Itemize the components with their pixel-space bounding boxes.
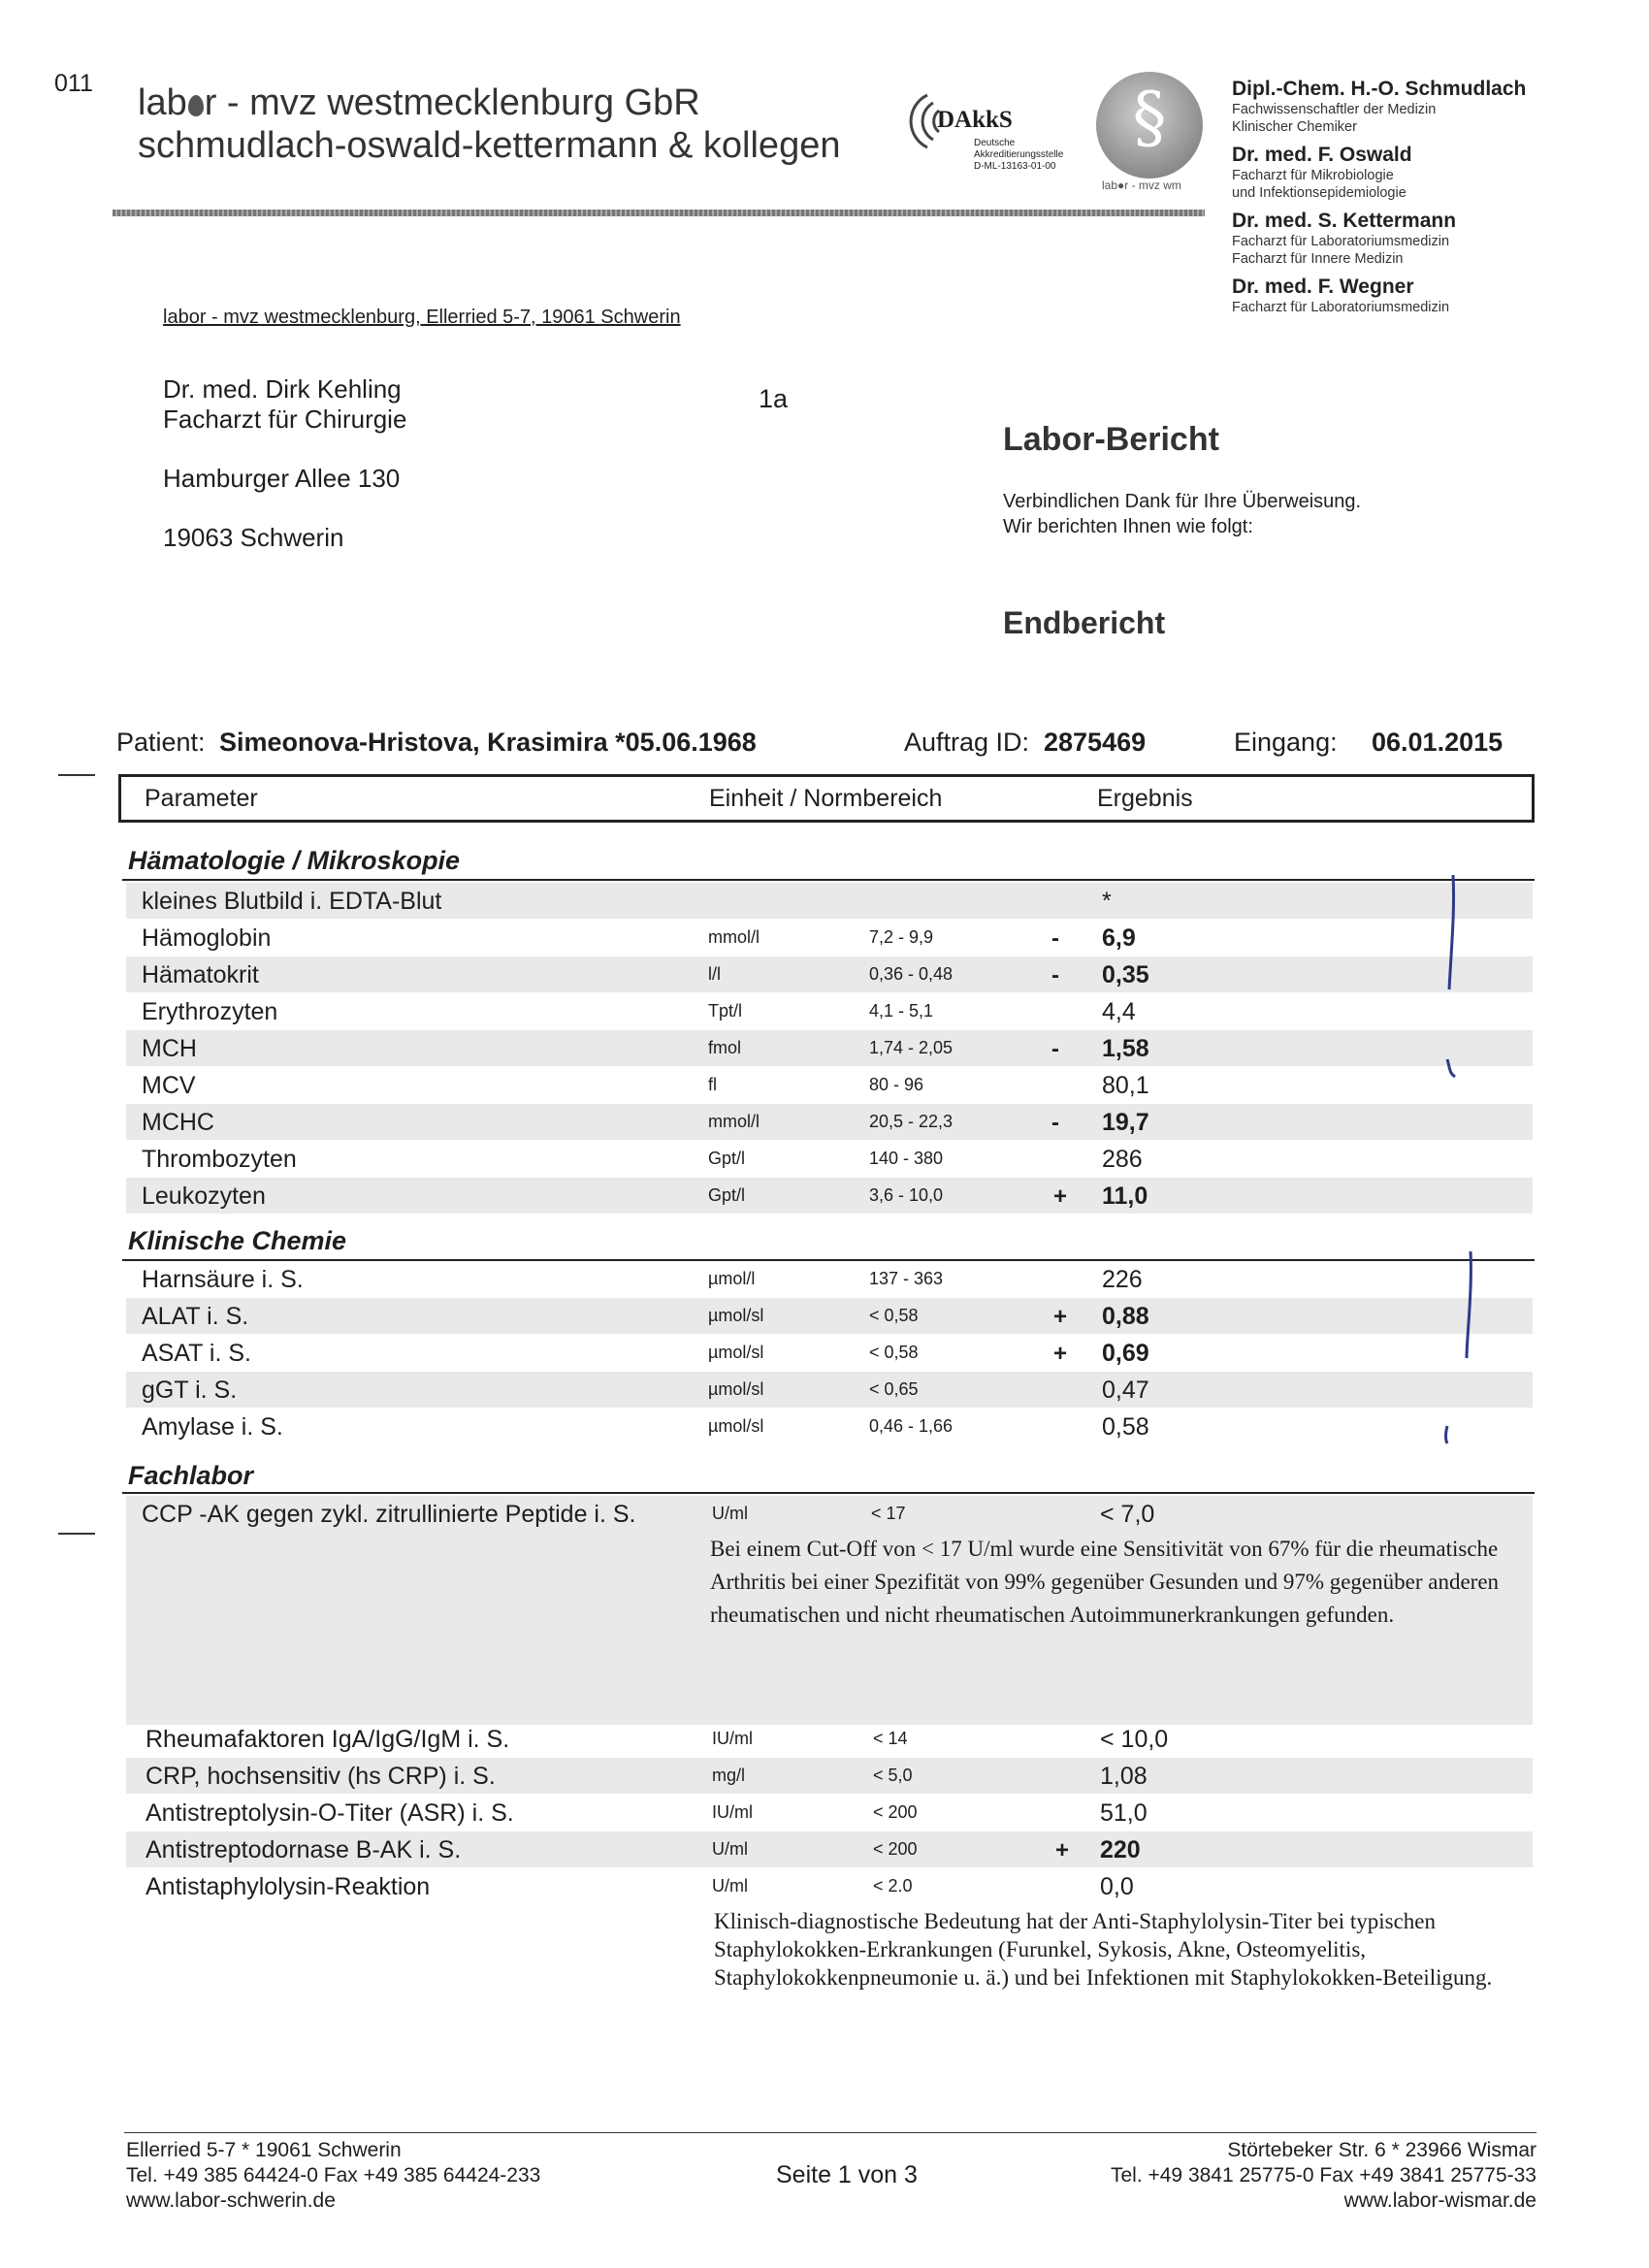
intro-line: Verbindlichen Dank für Ihre Überweisung. <box>1003 491 1362 512</box>
doctor-title: Klinischer Chemiker <box>1232 119 1357 135</box>
row-result: 220 <box>1100 1836 1141 1863</box>
doctor-title: Fachwissenschaftler der Medizin <box>1232 102 1437 117</box>
margin-mark <box>58 774 95 776</box>
row-unit: fl <box>708 1075 717 1094</box>
footer-phone: Tel. +49 3841 25775-0 Fax +49 3841 25775-33 <box>1110 2164 1536 2187</box>
col-unit-range: Einheit / Normbereich <box>709 785 943 812</box>
recipient-city: 19063 Schwerin <box>163 523 344 552</box>
row-parameter: Amylase i. S. <box>142 1413 283 1441</box>
lab-name-line2: schmudlach-oswald-kettermann & kollegen <box>138 125 841 166</box>
row-result: 226 <box>1102 1266 1143 1293</box>
row-unit: µmol/sl <box>708 1343 764 1362</box>
page-mark: 011 <box>54 70 93 97</box>
row-parameter: Leukozyten <box>142 1183 266 1210</box>
lab-name <box>138 81 840 167</box>
row-unit: IU/ml <box>712 1729 753 1748</box>
intro-line: Wir berichten Ihnen wie folgt: <box>1003 516 1253 537</box>
row-parameter: ASAT i. S. <box>142 1340 252 1367</box>
row-result: 6,9 <box>1102 924 1136 952</box>
table-row <box>126 1721 1533 1757</box>
col-parameter: Parameter <box>145 785 258 812</box>
row-result: 1,08 <box>1100 1763 1148 1790</box>
table-row <box>126 956 1533 992</box>
row-range: 1,74 - 2,05 <box>869 1038 954 1057</box>
dakks-caption-line: Deutsche <box>974 138 1016 148</box>
doctor-title: Facharzt für Laboratoriumsmedizin <box>1232 300 1450 315</box>
doctor-entry <box>1232 78 1630 136</box>
row-result: 0,88 <box>1102 1303 1149 1330</box>
table-row <box>126 1030 1533 1066</box>
footer-right <box>1028 2138 1536 2214</box>
page-number: Seite 1 von 3 <box>776 2161 918 2188</box>
table-row <box>126 1298 1533 1334</box>
doctor-title: Facharzt für Mikrobiologie <box>1232 168 1394 183</box>
table-row <box>126 1178 1533 1214</box>
table-row <box>126 883 1533 919</box>
row-result: 0,47 <box>1102 1377 1149 1404</box>
table-row <box>126 1335 1533 1371</box>
section-rule <box>122 879 1535 881</box>
footer-address: Störtebeker Str. 6 * 23966 Wismar <box>1227 2139 1536 2161</box>
footer-left <box>126 2138 540 2214</box>
table-row <box>126 1104 1533 1140</box>
row-range: < 200 <box>873 1802 918 1822</box>
row-range: < 2.0 <box>873 1876 913 1895</box>
row-unit: Gpt/l <box>708 1185 746 1205</box>
row-range: 137 - 363 <box>869 1269 944 1288</box>
row-range: < 14 <box>873 1729 908 1748</box>
table-header <box>118 774 1535 823</box>
row-parameter: Antistaphylolysin-Reaktion <box>146 1873 431 1900</box>
row-result: 11,0 <box>1102 1183 1148 1210</box>
drop-icon <box>188 95 204 116</box>
footer-website: www.labor-wismar.de <box>1343 2189 1536 2212</box>
row-result: 0,58 <box>1102 1413 1149 1441</box>
recipient-title: Facharzt für Chirurgie <box>163 405 407 434</box>
ccp-comment: Bei einem Cut-Off von < 17 U/ml wurde eine Sensitivität von 67% für die rheumatische Arthritis bei einer Spezifität von 99% gegenüber Gesunden und 97% gegenüber anderen rheumatischen und nicht rheumatischen Autoimmunerkrankungen gefunden. <box>710 1537 1500 1627</box>
sender-line: labor - mvz westmecklenburg, Ellerried 5-7, 19061 Schwerin <box>163 307 681 328</box>
section-title-chemistry: Klinische Chemie <box>128 1226 347 1255</box>
table-row <box>126 1141 1533 1177</box>
table-row <box>126 1409 1533 1444</box>
row-unit: µmol/sl <box>708 1416 764 1436</box>
doctor-name: Dipl.-Chem. H.-O. Schmudlach <box>1232 78 1527 100</box>
patient-name: Simeonova-Hristova, Krasimira *05.06.1968 <box>219 728 757 757</box>
received-label: Eingang: <box>1234 728 1338 757</box>
row-range: 140 - 380 <box>869 1149 944 1168</box>
table-row <box>126 1795 1533 1831</box>
lab-name-part: lab <box>138 82 187 123</box>
row-result: 0,0 <box>1100 1873 1134 1900</box>
footer-address: Ellerried 5-7 * 19061 Schwerin <box>126 2139 402 2161</box>
order-id: 2875469 <box>1044 728 1147 757</box>
report-status: Endbericht <box>1003 605 1166 640</box>
table-row <box>126 1758 1533 1794</box>
row-flag: + <box>1053 1183 1068 1210</box>
footer-website: www.labor-schwerin.de <box>126 2189 336 2212</box>
report-intro <box>1003 489 1361 539</box>
received-date: 06.01.2015 <box>1372 728 1504 757</box>
row-result: 19,7 <box>1102 1109 1149 1136</box>
dakks-caption-line: Akkreditierungsstelle <box>974 149 1064 160</box>
header-divider <box>113 210 1205 216</box>
row-unit: U/ml <box>712 1876 748 1895</box>
row-parameter: gGT i. S. <box>142 1377 238 1404</box>
row-range: 80 - 96 <box>869 1075 924 1094</box>
seal-glyph: § <box>1132 78 1167 157</box>
patient-line <box>116 728 1523 762</box>
row-range: < 200 <box>873 1839 918 1859</box>
row-result: 0,69 <box>1102 1340 1149 1367</box>
row-parameter: Harnsäure i. S. <box>142 1266 304 1293</box>
patient-label: Patient: <box>116 728 206 757</box>
row-flag: - <box>1051 962 1059 988</box>
row-parameter: CCP -AK gegen zykl. zitrullinierte Peptide i. S. <box>142 1501 636 1528</box>
dakks-logo <box>898 81 1088 178</box>
row-parameter: Antistreptolysin-O-Titer (ASR) i. S. <box>146 1799 514 1827</box>
doctor-name: Dr. med. F. Wegner <box>1232 275 1414 298</box>
row-parameter: ALAT i. S. <box>142 1303 249 1330</box>
row-range: < 0,58 <box>869 1343 919 1362</box>
row-parameter: Thrombozyten <box>142 1146 297 1173</box>
row-parameter: MCHC <box>142 1109 214 1136</box>
row-unit: mmol/l <box>708 1112 760 1131</box>
row-unit: U/ml <box>712 1504 748 1523</box>
footer-divider <box>124 2132 1536 2133</box>
row-flag: + <box>1053 1304 1068 1330</box>
doctor-name: Dr. med. S. Kettermann <box>1232 210 1457 232</box>
row-parameter: Antistreptodornase B-AK i. S. <box>146 1836 462 1863</box>
row-result: * <box>1102 888 1112 915</box>
row-result: 0,35 <box>1102 961 1149 988</box>
recipient-street: Hamburger Allee 130 <box>163 464 401 493</box>
row-unit: U/ml <box>712 1839 748 1859</box>
doctor-title: und Infektionsepidemiologie <box>1232 185 1406 201</box>
row-unit: Gpt/l <box>708 1149 746 1168</box>
row-range: 20,5 - 22,3 <box>869 1112 954 1131</box>
doctor-title: Facharzt für Innere Medizin <box>1232 251 1404 267</box>
row-range: < 5,0 <box>873 1766 913 1785</box>
recipient-name: Dr. med. Dirk Kehling <box>163 374 402 404</box>
row-range: 4,1 - 5,1 <box>869 1001 934 1021</box>
recipient-address <box>163 374 406 553</box>
row-parameter: Erythrozyten <box>142 998 278 1025</box>
row-result: 286 <box>1102 1146 1143 1173</box>
row-result: 51,0 <box>1100 1799 1148 1827</box>
row-unit: IU/ml <box>712 1802 753 1822</box>
row-flag: - <box>1051 1036 1059 1062</box>
row-result: 1,58 <box>1102 1035 1149 1062</box>
seal-caption: lab●r - mvz wm <box>1102 178 1181 192</box>
section-rule <box>122 1492 1535 1494</box>
row-parameter: Hämatokrit <box>142 961 259 988</box>
lab-name-part: r - mvz westmecklenburg GbR <box>204 82 700 123</box>
row-unit: Tpt/l <box>708 1001 743 1021</box>
handwritten-mark: 1a <box>759 384 789 413</box>
section-title-special: Fachlabor <box>128 1461 254 1490</box>
table-row <box>126 920 1533 956</box>
order-label: Auftrag ID: <box>904 728 1030 757</box>
row-parameter: MCH <box>142 1035 197 1062</box>
row-parameter: Rheumafaktoren IgA/IgG/IgM i. S. <box>146 1726 510 1753</box>
footer-phone: Tel. +49 385 64424-0 Fax +49 385 64424-233 <box>126 2164 541 2187</box>
row-result: 80,1 <box>1102 1072 1149 1099</box>
dakks-caption <box>974 138 1063 173</box>
row-result: < 7,0 <box>1100 1501 1155 1528</box>
doctor-entry <box>1232 275 1630 316</box>
table-row <box>126 1261 1533 1297</box>
row-range: 7,2 - 9,9 <box>869 927 934 947</box>
dakks-caption-line: D-ML-13163-01-00 <box>974 161 1056 172</box>
table-row <box>126 1067 1533 1103</box>
row-parameter: Hämoglobin <box>142 924 272 952</box>
row-unit: µmol/sl <box>708 1306 764 1325</box>
doctor-title: Facharzt für Laboratoriumsmedizin <box>1232 234 1450 249</box>
row-unit: l/l <box>708 964 721 984</box>
row-range: 0,36 - 0,48 <box>869 964 954 984</box>
row-range: 0,46 - 1,66 <box>869 1416 954 1436</box>
row-flag: + <box>1055 1837 1070 1863</box>
table-row <box>126 993 1533 1029</box>
doctor-entry <box>1232 210 1630 268</box>
row-unit: mg/l <box>712 1766 746 1785</box>
row-flag: + <box>1053 1341 1068 1367</box>
staph-comment: Klinisch-diagnostische Bedeutung hat der Anti-Staphylolysin-Titer bei typischen Staphylokokken-Erkrankungen (Furunkel, Sykosis, Akne, Osteomyelitis, Staphylokokkenpneumonie u. ä.) und bei Infektionen mit Staphylokokken-Beteiligung. <box>714 1909 1493 1990</box>
row-range: 3,6 - 10,0 <box>869 1185 944 1205</box>
row-parameter: MCV <box>142 1072 196 1099</box>
row-range: < 0,58 <box>869 1306 919 1325</box>
doctor-name: Dr. med. F. Oswald <box>1232 144 1412 166</box>
row-range: < 17 <box>871 1504 906 1523</box>
row-flag: - <box>1051 1110 1059 1136</box>
lab-name-line1 <box>138 81 840 124</box>
dakks-name: DAkkS <box>937 107 1013 133</box>
row-range: < 0,65 <box>869 1379 919 1399</box>
row-unit: mmol/l <box>708 927 760 947</box>
doctor-list <box>1232 72 1630 316</box>
table-row <box>126 1496 1533 1532</box>
table-row <box>126 1831 1533 1867</box>
row-result: 4,4 <box>1102 998 1136 1025</box>
row-result: < 10,0 <box>1100 1726 1169 1753</box>
row-parameter: kleines Blutbild i. EDTA-Blut <box>142 888 442 915</box>
table-row <box>126 1372 1533 1408</box>
row-unit: fmol <box>708 1038 742 1057</box>
row-unit: µmol/l <box>708 1269 756 1288</box>
row-flag: - <box>1051 925 1059 952</box>
handwritten-check-marks <box>1397 854 1513 1455</box>
report-title: Labor-Bericht <box>1003 421 1219 458</box>
doctor-entry <box>1232 144 1630 202</box>
row-parameter: CRP, hochsensitiv (hs CRP) i. S. <box>146 1763 496 1790</box>
margin-mark <box>58 1533 95 1535</box>
table-row <box>126 1868 1533 1904</box>
lab-seal-icon <box>1096 72 1203 178</box>
row-unit: µmol/sl <box>708 1379 764 1399</box>
section-title-haematology: Hämatologie / Mikroskopie <box>128 846 461 875</box>
col-result: Ergebnis <box>1097 785 1193 812</box>
